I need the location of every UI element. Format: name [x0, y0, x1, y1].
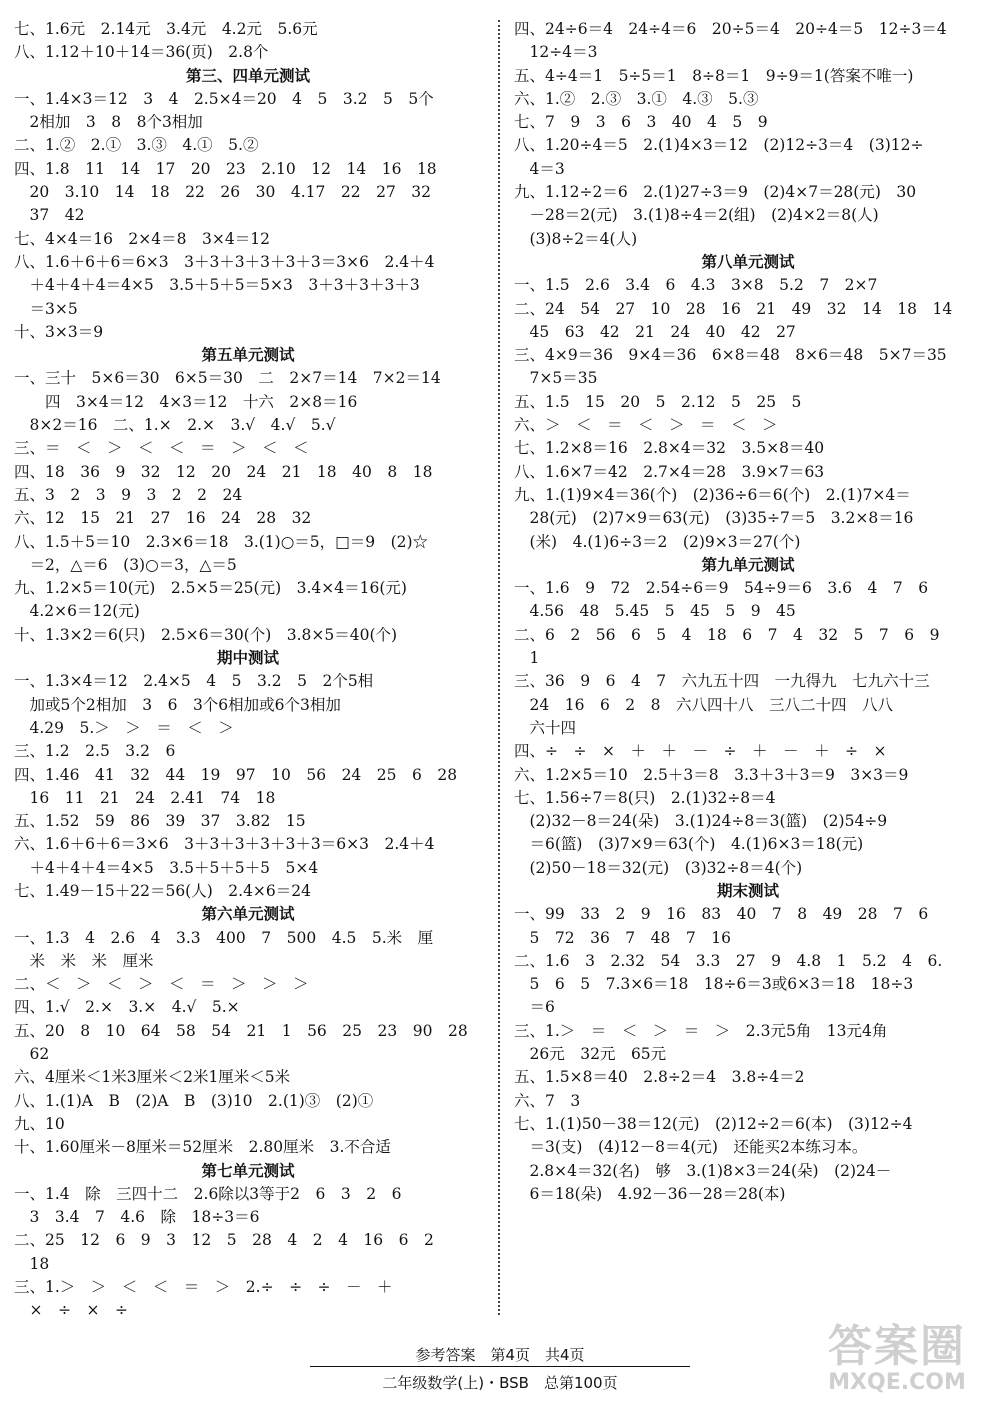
answer-line: (2)32－8＝24(朵) 3.(1)24÷8＝3(篮) (2)54÷9 [514, 812, 888, 831]
answer-line: 九、1.(1)9×4＝36(个) (2)36÷6＝6(个) 2.(1)7×4＝ [514, 485, 911, 504]
answer-line: ＝2，△＝6 (3)○＝3，△＝5 [14, 555, 237, 574]
answer-line: 六、1.② 2.③ 3.① 4.③ 5.③ [514, 89, 759, 108]
answer-line: 八、1.(1)A B (2)A B (3)10 2.(1)③ (2)① [14, 1091, 374, 1110]
answer-line: 七、4×4＝16 2×4＝8 3×4＝12 [14, 229, 270, 248]
answer-line: 3 3.4 7 4.6 除 18÷3＝6 [14, 1208, 260, 1227]
answer-line: 七、1.6元 2.14元 3.4元 4.2元 5.6元 [14, 20, 318, 38]
answer-line: 二、＜ ＞ ＜ ＞ ＜ ＝ ＞ ＞ ＞ [14, 975, 309, 994]
answer-line: 一、1.4 除 三四十二 2.6除以3等于2 6 3 2 6 [14, 1184, 402, 1203]
answer-line: 三、36 9 6 4 7 六九五十四 一九得九 七九六十三 [514, 672, 930, 691]
answer-line: 4.56 48 5.45 5 45 5 9 45 [514, 602, 796, 621]
section-heading: 期末测试 [716, 881, 779, 900]
answer-line: 二、24 54 27 10 28 16 21 49 32 14 18 14 [514, 299, 953, 318]
answer-line: 五、3 2 3 9 3 2 2 24 [14, 485, 243, 504]
answer-line: 九、10 [14, 1114, 65, 1133]
answer-line: 四、÷ ÷ × ＋ ＋ － ÷ ＋ － ＋ ÷ × [514, 742, 887, 761]
footer-book-info: 二年级数学(上)・BSB 总第100页 [382, 1374, 618, 1390]
footer-rule [310, 1366, 690, 1367]
answer-line: 十、1.3×2＝6(只) 2.5×6＝30(个) 3.8×5＝40(个) [14, 625, 398, 644]
answer-column-right [514, 18, 982, 1206]
answer-line: (3)8÷2＝4(人) [514, 229, 638, 248]
answer-line: 24 16 6 2 8 六八四十八 三八二十四 八八 [514, 695, 894, 714]
section-heading: 第八单元测试 [701, 252, 795, 271]
answer-line: 三、4×9＝36 9×4＝36 6×8＝48 8×6＝48 5×7＝35 [514, 346, 947, 365]
answer-line: 三、1.＞ ＞ ＜ ＜ ＝ ＞ 2.÷ ÷ ÷ － ＋ [14, 1278, 393, 1297]
answer-line: 六、1.2×5＝10 2.5＋3＝8 3.3＋3＋3＝9 3×3＝9 [514, 765, 909, 784]
answer-line: 一、1.3 4 2.6 4 3.3 400 7 500 4.5 5.米 厘 [14, 928, 434, 947]
answer-column-left [14, 18, 482, 1323]
answer-line: 六、12 15 21 27 16 24 28 32 [14, 509, 312, 528]
answer-line: 62 [14, 1045, 50, 1064]
answer-line: 四、1.46 41 32 44 19 97 10 56 24 25 6 28 [14, 765, 458, 784]
answer-line: ＋4＋4＋4＝4×5 3.5＋5＋5＝5×3 3＋3＋3＋3＋3 [14, 276, 420, 295]
answer-line: 26元 32元 65元 [514, 1045, 667, 1064]
answer-line: 六十四 [514, 718, 577, 737]
answer-line: 5 72 36 7 48 7 16 [514, 928, 731, 947]
answer-line: 5 6 5 7.3×6＝18 18÷6＝3或6×3＝18 18÷3 [514, 975, 914, 994]
answer-line: 三、1.＞ ＝ ＜ ＞ ＝ ＞ 2.3元5角 13元4角 [514, 1021, 888, 1040]
answer-line: 八、1.20÷4＝5 2.(1)4×3＝12 (2)12÷3＝4 (3)12÷ [514, 136, 924, 155]
answer-line: 六、7 3 [514, 1091, 581, 1110]
answer-line: 18 [14, 1254, 50, 1273]
answer-line: 加或5个2相加 3 6 3个6相加或6个3相加 [14, 695, 341, 714]
answer-line: × ÷ × ÷ [14, 1301, 128, 1320]
answer-line: (米) 4.(1)6÷3＝2 (2)9×3＝27(个) [514, 532, 801, 551]
section-heading: 第五单元测试 [201, 346, 295, 365]
answer-line: 六、4厘米＜1米3厘米＜2米1厘米＜5米 [14, 1068, 291, 1087]
answer-line: 六、＞ ＜ ＝ ＜ ＞ ＝ ＜ ＞ [514, 416, 778, 435]
answer-line: 二、1.6 3 2.32 54 3.3 27 9 4.8 1 5.2 4 6. [514, 951, 943, 970]
section-heading: 第九单元测试 [701, 555, 795, 574]
answer-line: ＝6(篮) (3)7×9＝63(个) 4.(1)6×3＝18(元) [514, 835, 864, 854]
section-heading: 第六单元测试 [201, 905, 295, 924]
answer-line: 五、1.52 59 86 39 37 3.82 15 [14, 812, 306, 831]
watermark-logo [802, 1323, 992, 1399]
watermark-url: MXQE.COM [828, 1370, 966, 1395]
answer-line: ＋4＋4＋4＝4×5 3.5＋5＋5＋5 5×4 [14, 858, 319, 877]
answer-line: 一、1.3×4＝12 2.4×5 4 5 3.2 5 2个5相 [14, 672, 374, 691]
answer-line: 六、1.6＋6＋6＝3×6 3＋3＋3＋3＋3＋3＝6×3 2.4＋4 [14, 835, 435, 854]
answer-line: 五、20 8 10 64 58 54 21 1 56 25 23 90 28 [14, 1021, 468, 1040]
answer-line: 八、1.6×7＝42 2.7×4＝28 3.9×7＝63 [514, 462, 825, 481]
answer-line: 二、25 12 6 9 3 12 5 28 4 2 4 16 6 2 [14, 1231, 434, 1250]
answer-line: 七、1.56÷7＝8(只) 2.(1)32÷8＝4 [514, 788, 776, 807]
answer-line: 20 3.10 14 18 22 26 30 4.17 22 27 32 [14, 183, 432, 202]
answer-line: 一、1.4×3＝12 3 4 2.5×4＝20 4 5 3.2 5 5个 [14, 89, 434, 108]
answer-line: 七、1.(1)50－38＝12(元) (2)12÷2＝6(本) (3)12÷4 [514, 1114, 913, 1133]
section-heading: 期中测试 [216, 649, 279, 668]
answer-line: 7×5＝35 [514, 369, 598, 388]
answer-line: 五、1.5 15 20 5 2.12 5 25 5 [514, 392, 802, 411]
answer-line: ＝3(支) (4)12－8＝4(元) 还能买2本练习本。 [514, 1138, 868, 1157]
answer-line: ＝6 [514, 998, 555, 1017]
answer-line: 四 3×4＝12 4×3＝12 十六 2×8＝16 [14, 392, 358, 411]
section-heading: 第七单元测试 [201, 1161, 295, 1180]
answer-line: 四、1.√ 2.× 3.× 4.√ 5.× [14, 998, 240, 1017]
answer-line: 七、1.49－15＋22＝56(人) 2.4×6＝24 [14, 881, 311, 900]
answer-line: 三、＝ ＜ ＞ ＜ ＜ ＝ ＞ ＜ ＜ [14, 439, 309, 458]
answer-line: 一、99 33 2 9 16 83 40 7 8 49 28 7 6 [514, 905, 929, 924]
answer-line: 四、18 36 9 32 12 20 24 21 18 40 8 18 [14, 462, 433, 481]
answer-line: 二、1.② 2.① 3.③ 4.① 5.② [14, 136, 259, 155]
answer-line: 一、1.5 2.6 3.4 6 4.3 3×8 5.2 7 2×7 [514, 276, 878, 295]
section-heading: 第三、四单元测试 [185, 66, 310, 85]
answer-line: 4.2×6＝12(元) [14, 602, 140, 621]
answer-line: (2)50－18＝32(元) (3)32÷8＝4(个) [514, 858, 803, 877]
answer-line: 16 11 21 24 2.41 74 18 [14, 788, 276, 807]
watermark-title: 答案圈 [828, 1321, 966, 1372]
answer-line: ＝3×5 [14, 299, 78, 318]
answer-line: 二、6 2 56 6 5 4 18 6 7 4 32 5 7 6 9 [514, 625, 940, 644]
answer-line: 一、三十 5×6＝30 6×5＝30 二 2×7＝14 7×2＝14 [14, 369, 441, 388]
answer-line: 四、1.8 11 14 17 20 23 2.10 12 14 16 18 [14, 159, 437, 178]
answer-line: 8×2＝16 二、1.× 2.× 3.√ 4.√ 5.√ [14, 416, 336, 435]
answer-line: －28＝2(元) 3.(1)8÷4＝2(组) (2)4×2＝8(人) [514, 206, 879, 225]
answer-line: 五、1.5×8＝40 2.8÷2＝4 3.8÷4＝2 [514, 1068, 805, 1087]
answer-line: 1 [514, 649, 540, 668]
answer-line: 八、1.6＋6＋6＝6×3 3＋3＋3＋3＋3＋3＝3×6 2.4＋4 [14, 252, 435, 271]
column-divider [498, 20, 500, 1315]
answer-line: 九、1.12÷2＝6 2.(1)27÷3＝9 (2)4×7＝28(元) 30 [514, 183, 917, 202]
answer-line: 八、1.12＋10＋14＝36(页) 2.8个 [14, 43, 269, 62]
answer-line: 八、1.5＋5＝10 2.3×6＝18 3.(1)○＝5，□＝9 (2)☆ [14, 532, 429, 551]
answer-line: 三、1.2 2.5 3.2 6 [14, 742, 176, 761]
answer-line: 九、1.2×5＝10(元) 2.5×5＝25(元) 3.4×4＝16(元) [14, 579, 407, 598]
footer-page-info: 参考答案 第4页 共4页 [415, 1346, 585, 1364]
answer-line: 七、7 9 3 6 3 40 4 5 9 [514, 113, 768, 132]
answer-line: 十、3×3＝9 [14, 322, 104, 341]
answer-line: 七、1.2×8＝16 2.8×4＝32 3.5×8＝40 [514, 439, 825, 458]
answer-line: 一、1.6 9 72 2.54÷6＝9 54÷9＝6 3.6 4 7 6 [514, 579, 929, 598]
answer-line: 四、24÷6＝4 24÷4＝6 20÷5＝4 20÷4＝5 12÷3＝4 [514, 20, 947, 38]
answer-line: 米 米 米 厘米 [14, 951, 154, 970]
answer-line: 五、4÷4＝1 5÷5＝1 8÷8＝1 9÷9＝1(答案不唯一) [514, 66, 914, 85]
answer-line: 28(元) (2)7×9＝63(元) (3)35÷7＝5 3.2×8＝16 [514, 509, 914, 528]
answer-line: 45 63 42 21 24 40 42 27 [514, 322, 796, 341]
answer-line: 2.8×4＝32(名) 够 3.(1)8×3＝24(朵) (2)24－ [514, 1161, 892, 1180]
answer-line: 4.29 5.＞ ＞ ＝ ＜ ＞ [14, 718, 234, 737]
answer-line: 4＝3 [514, 159, 565, 178]
answer-line: 十、1.60厘米－8厘米＝52厘米 2.80厘米 3.不合适 [14, 1138, 391, 1157]
answer-line: 2相加 3 8 8个3相加 [14, 113, 203, 132]
answer-line: 6＝18(朵) 4.92－36－28＝28(本) [514, 1184, 786, 1203]
answer-line: 37 42 [14, 206, 85, 225]
answer-line: 12÷4＝3 [514, 43, 598, 62]
